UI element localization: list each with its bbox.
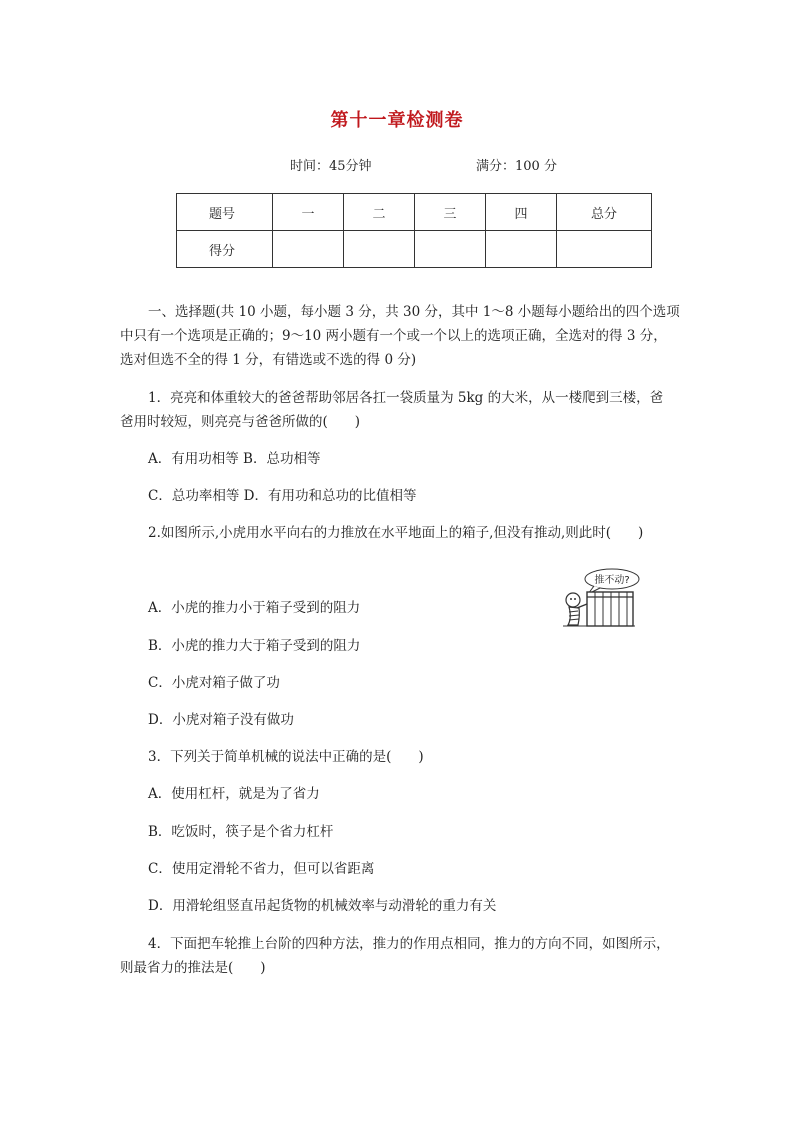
exam-time: 时间：45分钟 <box>290 159 372 174</box>
q2-option-a: A．小虎的推力小于箱子受到的阻力 <box>148 600 361 616</box>
exam-title: 第十一章检测卷 <box>330 110 464 131</box>
q1-stem-line-1: 1．亮亮和体重较大的爸爸帮助邻居各扛一袋质量为 5kg 的大米，从一楼爬到三楼，爸 <box>148 390 664 406</box>
q3-option-d: D．用滑轮组竖直吊起货物的机械效率与动滑轮的重力有关 <box>148 898 497 914</box>
q2-option-c: C．小虎对箱子做了功 <box>148 675 280 691</box>
boy-eye <box>570 598 572 600</box>
score-cell-section-1[interactable] <box>273 231 344 268</box>
header-cell-section-3: 三 <box>415 194 486 231</box>
score-table-header-row <box>177 194 652 231</box>
header-cell-section-4: 四 <box>486 194 557 231</box>
section1-intro-line-1: 一、选择题(共 10 小题，每小题 3 分，共 30 分，其中 1～8 小题每小题给出的四个选项 <box>148 304 680 320</box>
q3-stem: 3．下列关于简单机械的说法中正确的是( ) <box>148 749 424 765</box>
q1-options-ab: A．有用功相等 B．总功相等 <box>148 451 321 467</box>
header-cell-section-2: 二 <box>344 194 415 231</box>
header-cell-question-no: 题号 <box>177 194 273 231</box>
score-cell-total[interactable] <box>557 231 652 268</box>
q3-option-c: C．使用定滑轮不省力，但可以省距离 <box>148 861 375 877</box>
score-row-label: 得分 <box>177 231 273 268</box>
speech-bubble-text: 推不动? <box>594 575 630 586</box>
score-table-score-row <box>177 231 652 268</box>
q2-option-d: D．小虎对箱子没有做功 <box>148 712 294 728</box>
q3-option-a: A．使用杠杆，就是为了省力 <box>148 786 320 802</box>
q2-stem: 2.如图所示,小虎用水平向右的力推放在水平地面上的箱子,但没有推动,则此时( ) <box>148 525 644 541</box>
score-cell-section-3[interactable] <box>415 231 486 268</box>
boy-eye <box>574 598 576 600</box>
q4-stem-line-2: 则最省力的推法是( ) <box>120 960 266 976</box>
boy-pushing-box-illustration <box>560 566 642 630</box>
header-cell-total: 总分 <box>557 194 652 231</box>
q1-stem-line-2: 爸用时较短，则亮亮与爸爸所做的( ) <box>120 414 361 430</box>
score-cell-section-4[interactable] <box>486 231 557 268</box>
q3-option-b: B．吃饭时，筷子是个省力杠杆 <box>148 824 334 840</box>
q2-option-b: B．小虎的推力大于箱子受到的阻力 <box>148 638 361 654</box>
boy-head <box>566 593 580 607</box>
exam-full-score: 满分：100 分 <box>476 159 557 174</box>
header-cell-section-1: 一 <box>273 194 344 231</box>
section1-intro-line-3: 选对但选不全的得 1 分，有错选或不选的得 0 分) <box>120 352 417 368</box>
q1-options-cd: C．总功率相等 D．有用功和总功的比值相等 <box>148 488 417 504</box>
score-table <box>176 193 652 268</box>
score-cell-section-2[interactable] <box>344 231 415 268</box>
q4-stem-line-1: 4．下面把车轮推上台阶的四种方法，推力的作用点相同，推力的方向不同，如图所示， <box>148 936 670 952</box>
section1-intro-line-2: 中只有一个选项是正确的；9～10 两小题有一个或一个以上的选项正确，全选对的得 3 分， <box>120 328 667 344</box>
